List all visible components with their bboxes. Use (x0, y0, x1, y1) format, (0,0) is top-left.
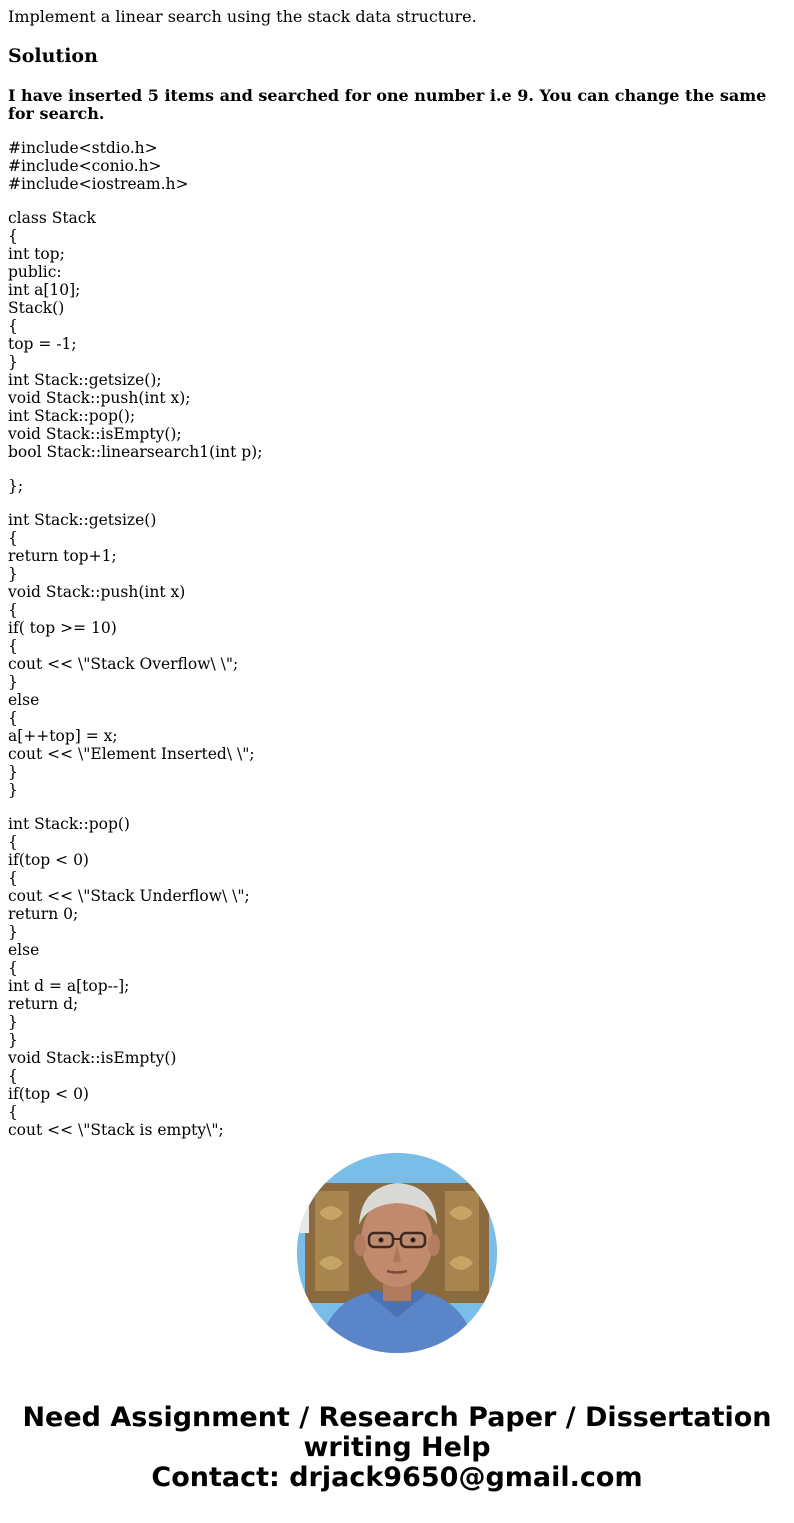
code-line: cout << \"Element Inserted\ \"; (8, 745, 255, 763)
code-line: } (8, 565, 18, 583)
code-line: }; (8, 477, 24, 495)
code-line: public: (8, 263, 62, 281)
code-line: void Stack::isEmpty(); (8, 425, 182, 443)
code-line: else (8, 941, 40, 959)
question-text: Implement a linear search using the stack data structure. (8, 7, 477, 26)
code-line: top = -1; (8, 335, 77, 353)
code-line: { (8, 601, 18, 619)
cta-line-1: Need Assignment / Research Paper / Dissertation (22, 1402, 772, 1433)
solution-note: I have inserted 5 items and searched for one number i.e 9. You can change the same for search. (8, 86, 767, 123)
code-line (8, 799, 788, 815)
code-line: } (8, 923, 18, 941)
cta-line-2: writing Help (303, 1432, 491, 1463)
code-line: #include<iostream.h> (8, 175, 189, 193)
code-line: { (8, 317, 18, 335)
code-line: int top; (8, 245, 65, 263)
code-line: #include<conio.h> (8, 157, 162, 175)
code-line: } (8, 763, 18, 781)
code-line: int Stack::pop() (8, 815, 130, 833)
code-line: bool Stack::linearsearch1(int p); (8, 443, 263, 461)
code-line: int Stack::pop(); (8, 407, 136, 425)
code-line: int a[10]; (8, 281, 81, 299)
solution-heading: Solution (8, 45, 98, 67)
code-line: } (8, 673, 18, 691)
code-line: { (8, 1067, 18, 1085)
code-line: { (8, 529, 18, 547)
code-line (8, 495, 788, 511)
code-line: cout << \"Stack Overflow\ \"; (8, 655, 239, 673)
code-line: { (8, 227, 18, 245)
code-line: int d = a[top--]; (8, 977, 130, 995)
code-line (8, 461, 788, 477)
author-photo (297, 1153, 497, 1353)
code-line: { (8, 959, 18, 977)
code-line: void Stack::push(int x); (8, 389, 191, 407)
code-line: } (8, 1031, 18, 1049)
document-content (8, 0, 788, 1139)
code-line: return d; (8, 995, 79, 1013)
code-line: cout << \"Stack is empty\"; (8, 1121, 224, 1139)
code-line: return 0; (8, 905, 79, 923)
code-line: } (8, 781, 18, 799)
code-line: class Stack (8, 209, 96, 227)
code-line: cout << \"Stack Underflow\ \"; (8, 887, 250, 905)
contact-banner (0, 1403, 794, 1493)
code-block (8, 139, 788, 1139)
code-line: a[++top] = x; (8, 727, 118, 745)
code-line: { (8, 637, 18, 655)
code-line: Stack() (8, 299, 65, 317)
code-line: void Stack::push(int x) (8, 583, 186, 601)
code-line: #include<stdio.h> (8, 139, 158, 157)
code-line: } (8, 1013, 18, 1031)
code-line: if(top < 0) (8, 1085, 89, 1103)
code-line: { (8, 869, 18, 887)
code-line: int Stack::getsize(); (8, 371, 162, 389)
code-line: } (8, 353, 18, 371)
code-line: int Stack::getsize() (8, 511, 157, 529)
code-line: { (8, 1103, 18, 1121)
code-line: void Stack::isEmpty() (8, 1049, 177, 1067)
cta-line-3: Contact: drjack9650@gmail.com (151, 1462, 643, 1493)
code-line (8, 193, 788, 209)
code-line: else (8, 691, 40, 709)
code-line: if( top >= 10) (8, 619, 117, 637)
code-line: { (8, 833, 18, 851)
code-line: if(top < 0) (8, 851, 89, 869)
code-line: { (8, 709, 18, 727)
code-line: return top+1; (8, 547, 117, 565)
